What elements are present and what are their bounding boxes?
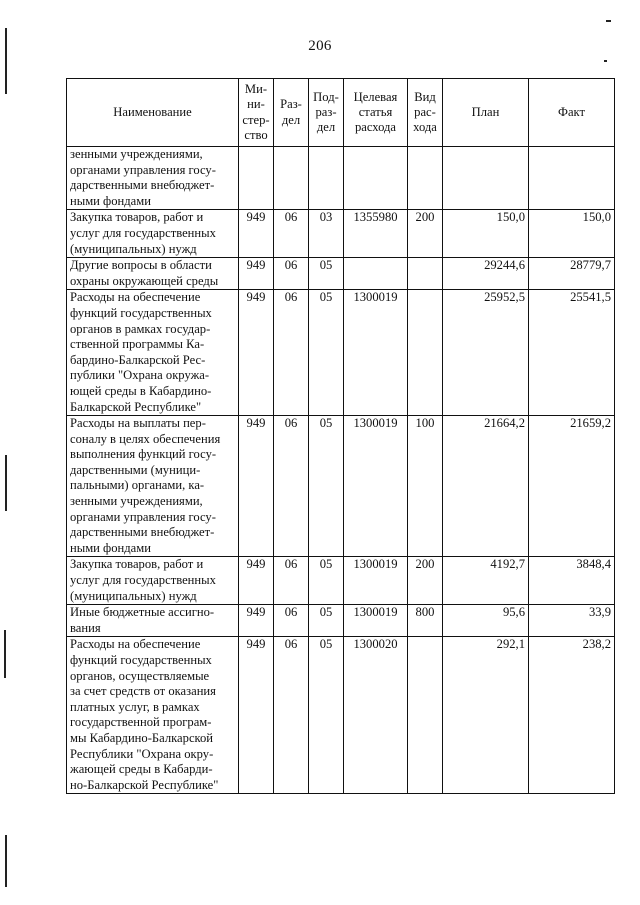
table-row	[67, 416, 615, 557]
cell-plan: 29244,6	[443, 258, 529, 290]
table-row	[67, 258, 615, 290]
cell-subsection: 05	[309, 637, 344, 794]
column-header-ministry: Ми- ни- стер- ство	[239, 79, 274, 147]
column-header-expense-type: Вид рас- хода	[408, 79, 443, 147]
cell-name: Расходы на обеспечение функций государственных органов в рамках государ- ственной программы Ка- бардино-Балкарской Рес- публики "Охрана окружа- ющей среды в Кабардино- Балкарской Республике"	[67, 290, 239, 416]
cell-name: Закупка товаров, работ и услуг для государственных (муниципальных) нужд	[67, 557, 239, 605]
cell-ministry: 949	[239, 416, 274, 557]
cell-target: 1300019	[344, 416, 408, 557]
cell-plan: 4192,7	[443, 557, 529, 605]
table-row	[67, 290, 615, 416]
page-number: 206	[308, 38, 332, 54]
cell-fact: 21659,2	[529, 416, 615, 557]
cell-expense-type	[408, 637, 443, 794]
cell-ministry: 949	[239, 210, 274, 258]
corner-mark	[606, 20, 611, 22]
cell-expense-type	[408, 147, 443, 210]
cell-target: 1300019	[344, 290, 408, 416]
cell-expense-type: 100	[408, 416, 443, 557]
cell-subsection: 03	[309, 210, 344, 258]
cell-target	[344, 258, 408, 290]
left-margin-mark	[5, 455, 7, 511]
cell-fact: 150,0	[529, 210, 615, 258]
table-row	[67, 210, 615, 258]
cell-name: Иные бюджетные ассигно- вания	[67, 605, 239, 637]
column-header-fact: Факт	[529, 79, 615, 147]
cell-expense-type: 800	[408, 605, 443, 637]
cell-subsection: 05	[309, 605, 344, 637]
cell-section: 06	[274, 258, 309, 290]
cell-ministry: 949	[239, 290, 274, 416]
cell-name: Другие вопросы в области охраны окружающей среды	[67, 258, 239, 290]
column-header-name: Наименование	[67, 79, 239, 147]
table-row	[67, 637, 615, 794]
cell-subsection: 05	[309, 416, 344, 557]
cell-subsection: 05	[309, 290, 344, 416]
cell-target: 1300019	[344, 605, 408, 637]
cell-plan: 25952,5	[443, 290, 529, 416]
table-header-row	[67, 79, 615, 147]
cell-ministry: 949	[239, 557, 274, 605]
cell-section: 06	[274, 210, 309, 258]
cell-fact: 33,9	[529, 605, 615, 637]
cell-expense-type	[408, 290, 443, 416]
left-margin-mark	[4, 630, 6, 678]
cell-subsection: 05	[309, 557, 344, 605]
cell-plan: 292,1	[443, 637, 529, 794]
column-header-target: Целевая статья расхода	[344, 79, 408, 147]
column-header-plan: План	[443, 79, 529, 147]
cell-section: 06	[274, 416, 309, 557]
cell-section: 06	[274, 637, 309, 794]
cell-name: Расходы на обеспечение функций государственных органов, осуществляемые за счет средств от оказания платных услуг, в рамках государственной програм- мы Кабардино-Балкарской Республики "Охрана окру- жающей среды в Кабарди- но-Балкарской Республике"	[67, 637, 239, 794]
cell-name: зенными учреждениями, органами управления госу- дарственными внебюджет- ными фондами	[67, 147, 239, 210]
left-margin-mark	[5, 28, 7, 94]
table-row	[67, 557, 615, 605]
cell-section: 06	[274, 290, 309, 416]
cell-expense-type	[408, 258, 443, 290]
cell-section: 06	[274, 605, 309, 637]
cell-fact	[529, 147, 615, 210]
column-header-section: Раз- дел	[274, 79, 309, 147]
cell-section: 06	[274, 557, 309, 605]
budget-table	[66, 78, 615, 794]
cell-ministry: 949	[239, 258, 274, 290]
cell-section	[274, 147, 309, 210]
cell-ministry: 949	[239, 637, 274, 794]
cell-plan	[443, 147, 529, 210]
cell-name: Закупка товаров, работ и услуг для государственных (муниципальных) нужд	[67, 210, 239, 258]
cell-target: 1300019	[344, 557, 408, 605]
cell-plan: 95,6	[443, 605, 529, 637]
cell-name: Расходы на выплаты пер- соналу в целях обеспечения выполнения функций госу- дарственными (муници- пальными) органами, ка- зенными учреждениями, органами управления госу- дарственными внебюджет- ными фондами	[67, 416, 239, 557]
cell-target: 1355980	[344, 210, 408, 258]
cell-target: 1300020	[344, 637, 408, 794]
cell-expense-type: 200	[408, 557, 443, 605]
table-row	[67, 605, 615, 637]
cell-subsection: 05	[309, 258, 344, 290]
cell-expense-type: 200	[408, 210, 443, 258]
cell-target	[344, 147, 408, 210]
cell-fact: 28779,7	[529, 258, 615, 290]
cell-subsection	[309, 147, 344, 210]
cell-fact: 25541,5	[529, 290, 615, 416]
cell-fact: 3848,4	[529, 557, 615, 605]
corner-mark	[604, 60, 607, 62]
column-header-subsection: Под- раз- дел	[309, 79, 344, 147]
cell-fact: 238,2	[529, 637, 615, 794]
cell-plan: 21664,2	[443, 416, 529, 557]
left-margin-mark	[5, 835, 7, 887]
cell-plan: 150,0	[443, 210, 529, 258]
cell-ministry: 949	[239, 605, 274, 637]
cell-ministry	[239, 147, 274, 210]
table-row	[67, 147, 615, 210]
